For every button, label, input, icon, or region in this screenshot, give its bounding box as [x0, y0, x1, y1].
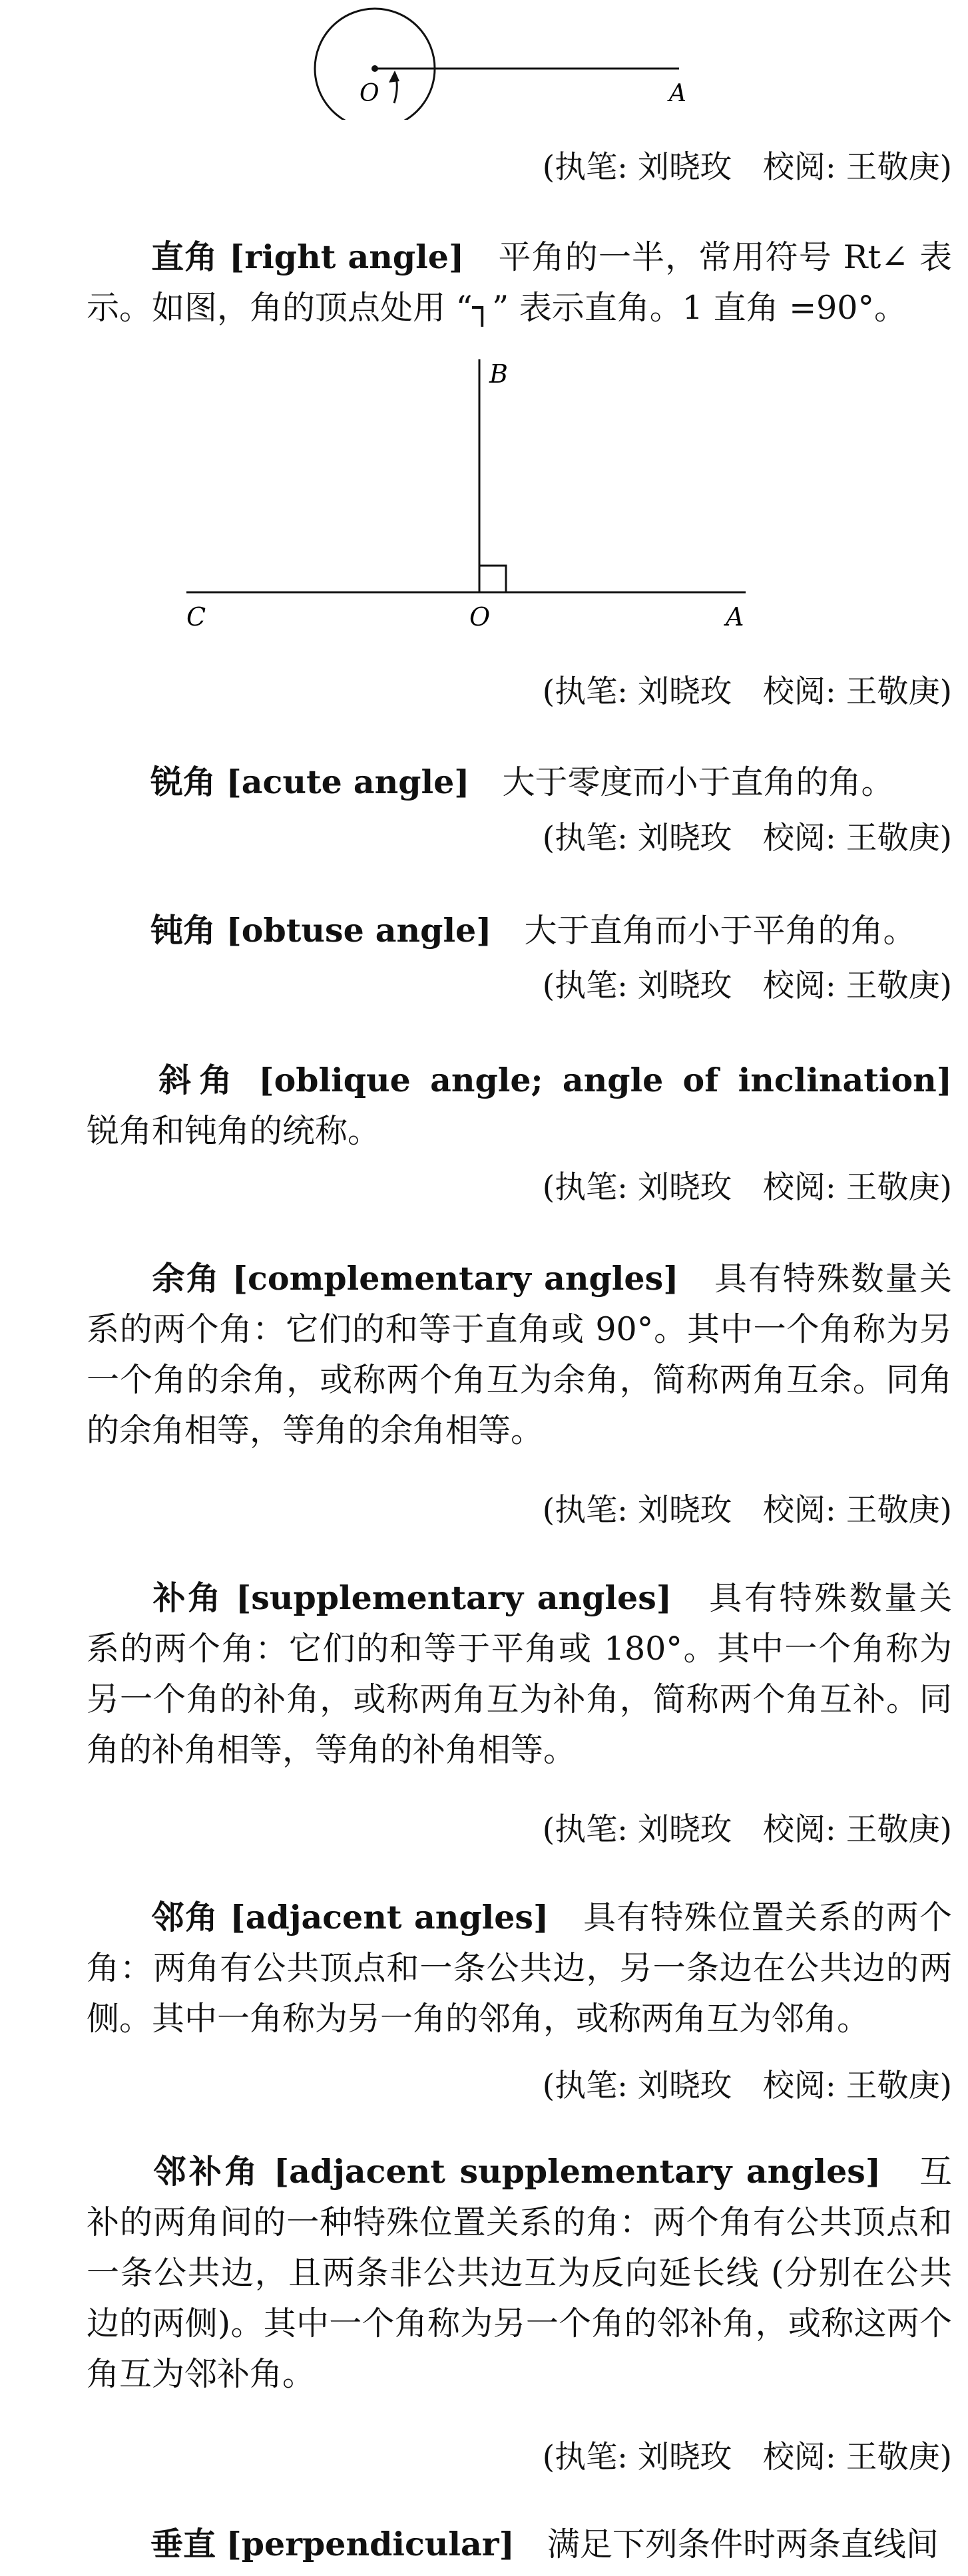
entry-english: [complementary angles] — [232, 1259, 679, 1298]
entry-term: 余角 — [150, 1260, 220, 1298]
credit-4: (执笔: 刘晓玫 校阅: 王敬庚) — [542, 968, 952, 1004]
entry-term: 钝角 — [150, 912, 216, 950]
entry-definition: 具有特殊位置关系的两个角：两角有公共顶点和一条公共边，另一条边在公共边的两侧。其中一角称为另一角的邻角，或称两角互为邻角。 — [87, 1899, 952, 2038]
credit-5: (执笔: 刘晓玫 校阅: 王敬庚) — [542, 1169, 952, 1206]
entry-adjacent-angles — [87, 1892, 952, 2044]
entry-english: [oblique angle; angle of inclination] — [258, 1061, 952, 1099]
label-c: C — [186, 602, 206, 632]
entry-oblique-angle — [87, 1055, 952, 1157]
entry-definition: 平角的一半，常用符号 Rt∠ 表示。如图，角的顶点处用 “┐” 表示直角。1 直角 =90°。 — [87, 238, 952, 327]
entry-english: [obtuse angle] — [226, 911, 492, 950]
arrowhead — [389, 71, 399, 83]
credit-3: (执笔: 刘晓玫 校阅: 王敬庚) — [542, 820, 952, 856]
credit-1: (执笔: 刘晓玫 校阅: 王敬庚) — [542, 149, 952, 186]
entry-term: 直角 — [150, 238, 218, 276]
label-b: B — [489, 359, 508, 389]
entry-definition: 互补的两角间的一种特殊位置关系的角：两个角有公共顶点和一条公共边，且两条非公共边互为反向延长线 (分别在公共边的两侧)。其中一个角称为另一个角的邻补角，或称这两个角互为邻补角。 — [87, 2153, 952, 2393]
entry-perpendicular — [87, 2519, 952, 2570]
entry-definition: 满足下列条件时两条直线间 — [547, 2525, 939, 2563]
label-o: O — [360, 80, 379, 107]
entry-adjacent-supplementary-angles — [87, 2146, 952, 2400]
figure-right-angle — [186, 353, 852, 632]
entry-term: 垂直 — [150, 2525, 216, 2563]
entry-term: 邻补角 — [150, 2153, 260, 2191]
entry-definition: 具有特殊数量关系的两个角：它们的和等于平角或 180°。其中一个角称为另一个角的补角，或称两角互为补角，简称两个角互补。同角的补角相等，等角的补角相等。 — [87, 1579, 952, 1769]
entry-english: [adjacent angles] — [230, 1898, 549, 1936]
label-a: A — [669, 80, 686, 107]
entry-supplementary-angles — [87, 1572, 952, 1775]
entry-complementary-angles — [87, 1253, 952, 1456]
label-o-2: O — [469, 602, 491, 632]
entry-term: 锐角 — [150, 763, 216, 801]
entry-obtuse-angle — [87, 905, 952, 956]
credit-8: (执笔: 刘晓玫 校阅: 王敬庚) — [542, 2068, 952, 2104]
entry-english: [perpendicular] — [226, 2525, 515, 2563]
figure-circle-ray — [306, 0, 772, 120]
entry-definition: 锐角和钝角的统称。 — [87, 1112, 381, 1150]
entry-definition: 大于零度而小于直角的角。 — [502, 763, 894, 801]
entry-term: 斜角 — [150, 1061, 240, 1099]
entry-english: [supplementary angles] — [236, 1578, 672, 1617]
credit-6: (执笔: 刘晓玫 校阅: 王敬庚) — [542, 1492, 952, 1529]
entry-definition: 大于直角而小于平角的角。 — [524, 912, 916, 950]
entry-right-angle — [87, 232, 952, 333]
entry-english: [acute angle] — [226, 763, 470, 801]
credit-2: (执笔: 刘晓玫 校阅: 王敬庚) — [542, 673, 952, 710]
credit-9: (执笔: 刘晓玫 校阅: 王敬庚) — [542, 2439, 952, 2476]
center-point — [371, 65, 378, 72]
entry-definition: 具有特殊数量关系的两个角：它们的和等于直角或 90°。其中一个角称为另一个角的余角，或称两个角互为余角，简称两角互余。同角的余角相等，等角的余角相等。 — [87, 1260, 952, 1449]
entry-acute-angle — [87, 757, 952, 808]
entry-term: 邻角 — [150, 1899, 219, 1936]
right-angle-mark — [479, 566, 506, 592]
entry-english: [adjacent supplementary angles] — [273, 2152, 881, 2191]
entry-english: [right angle] — [229, 238, 465, 276]
entry-term: 补角 — [150, 1579, 223, 1617]
label-a-2: A — [726, 602, 744, 632]
credit-7: (执笔: 刘晓玫 校阅: 王敬庚) — [542, 1811, 952, 1848]
